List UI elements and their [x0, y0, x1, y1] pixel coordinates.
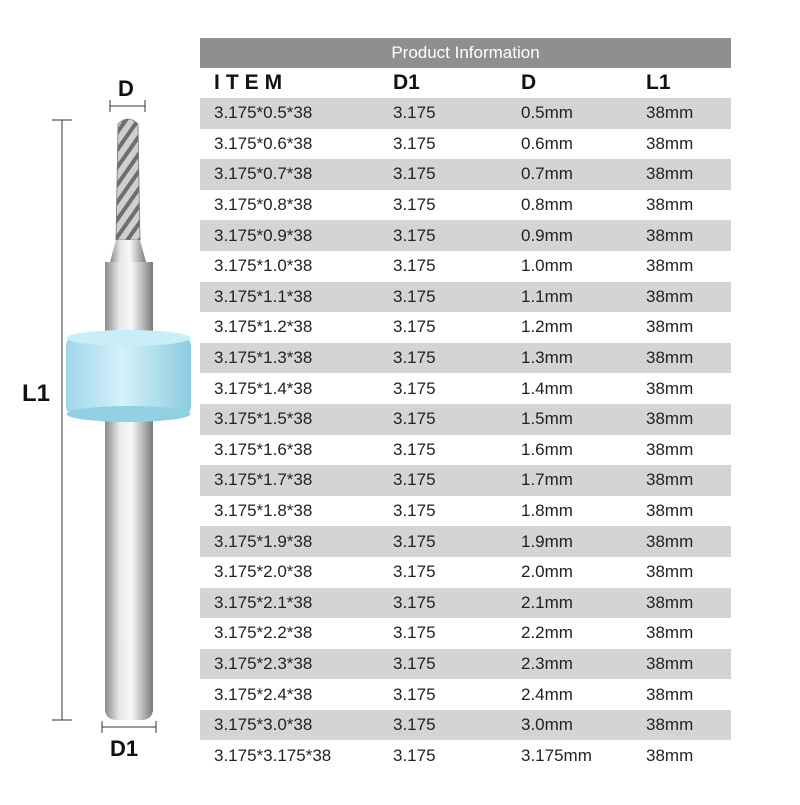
item-cell: 3.175*1.7*38: [214, 470, 313, 490]
d1-cell: 3.175: [393, 531, 436, 551]
d1-cell: 3.175: [393, 164, 436, 184]
l1-cell: 38mm: [646, 623, 694, 643]
item-cell: 3.175*1.6*38: [214, 439, 313, 459]
item-cell: 3.175*2.4*38: [214, 684, 313, 704]
label-d: D: [118, 76, 134, 101]
item-cell: 3.175*2.1*38: [214, 592, 313, 612]
d-cell: 1.9mm: [521, 531, 573, 551]
l1-cell: 38mm: [646, 439, 694, 459]
table-row: [200, 557, 731, 588]
d1-dimension-line: [102, 721, 156, 733]
table-row: [200, 526, 731, 557]
table-row: [200, 465, 731, 496]
item-cell: 3.175*0.8*38: [214, 195, 313, 215]
d-cell: 1.5mm: [521, 409, 573, 429]
item-cell: 3.175*1.2*38: [214, 317, 313, 337]
item-cell: 3.175*2.2*38: [214, 623, 313, 643]
label-d1: D1: [110, 736, 139, 761]
table-header-row: [200, 68, 731, 98]
d1-cell: 3.175: [393, 623, 436, 643]
drill-bit-illustration: [0, 0, 200, 800]
table-row: [200, 710, 731, 741]
d-cell: 0.8mm: [521, 195, 573, 215]
table-body: [200, 98, 731, 771]
item-cell: 3.175*0.6*38: [214, 133, 313, 153]
table-row: [200, 190, 731, 221]
d1-cell: 3.175: [393, 409, 436, 429]
d-cell: 1.7mm: [521, 470, 573, 490]
positioning-ring: [66, 330, 191, 422]
l1-cell: 38mm: [646, 195, 694, 215]
header-d: D: [521, 71, 537, 94]
l1-cell: 38mm: [646, 286, 694, 306]
l1-cell: 38mm: [646, 684, 694, 704]
table-title: Product Information: [200, 38, 731, 68]
d1-cell: 3.175: [393, 653, 436, 673]
item-cell: 3.175*0.9*38: [214, 225, 313, 245]
table-row: [200, 679, 731, 710]
d-cell: 0.9mm: [521, 225, 573, 245]
label-l1: L1: [22, 380, 51, 407]
table-row: [200, 98, 731, 129]
item-cell: 3.175*1.8*38: [214, 501, 313, 521]
l1-cell: 38mm: [646, 378, 694, 398]
l1-cell: 38mm: [646, 317, 694, 337]
table-row: [200, 649, 731, 680]
l1-cell: 38mm: [646, 501, 694, 521]
table-row: [200, 343, 731, 374]
product-information-table: [200, 38, 731, 771]
d-cell: 1.8mm: [521, 501, 573, 521]
header-l1: L1: [646, 71, 671, 94]
item-cell: 3.175*1.3*38: [214, 348, 313, 368]
d-cell: 1.1mm: [521, 286, 573, 306]
l1-cell: 38mm: [646, 256, 694, 276]
d1-cell: 3.175: [393, 348, 436, 368]
item-cell: 3.175*3.175*38: [214, 745, 332, 765]
l1-cell: 38mm: [646, 225, 694, 245]
table-row: [200, 159, 731, 190]
l1-cell: 38mm: [646, 562, 694, 582]
l1-cell: 38mm: [646, 470, 694, 490]
l1-cell: 38mm: [646, 715, 694, 735]
table-row: [200, 312, 731, 343]
header-item: ITEM: [214, 71, 289, 94]
d1-cell: 3.175: [393, 745, 436, 765]
table-row: [200, 373, 731, 404]
l1-cell: 38mm: [646, 531, 694, 551]
table-row: [200, 740, 731, 771]
item-cell: 3.175*0.5*38: [214, 103, 313, 123]
item-cell: 3.175*1.1*38: [214, 286, 313, 306]
d1-cell: 3.175: [393, 684, 436, 704]
d-cell: 1.3mm: [521, 348, 573, 368]
table-row: [200, 618, 731, 649]
drill-flute-tip: [116, 119, 140, 240]
table-row: [200, 404, 731, 435]
item-cell: 3.175*3.0*38: [214, 715, 313, 735]
item-cell: 3.175*0.7*38: [214, 164, 313, 184]
d1-cell: 3.175: [393, 501, 436, 521]
d1-cell: 3.175: [393, 562, 436, 582]
drill-shank: [105, 262, 153, 712]
l1-cell: 38mm: [646, 745, 694, 765]
d-cell: 3.0mm: [521, 715, 573, 735]
item-cell: 3.175*2.0*38: [214, 562, 313, 582]
d-cell: 0.5mm: [521, 103, 573, 123]
item-cell: 3.175*1.9*38: [214, 531, 313, 551]
l1-dimension-line: [52, 120, 72, 720]
table-row: [200, 220, 731, 251]
table-row: [200, 588, 731, 619]
d-cell: 2.2mm: [521, 623, 573, 643]
d1-cell: 3.175: [393, 103, 436, 123]
table-row: [200, 251, 731, 282]
table-row: [200, 496, 731, 527]
d1-cell: 3.175: [393, 715, 436, 735]
item-cell: 3.175*1.5*38: [214, 409, 313, 429]
l1-cell: 38mm: [646, 592, 694, 612]
l1-cell: 38mm: [646, 133, 694, 153]
d1-cell: 3.175: [393, 439, 436, 459]
d-cell: 0.6mm: [521, 133, 573, 153]
d1-cell: 3.175: [393, 592, 436, 612]
table-row: [200, 282, 731, 313]
header-d1: D1: [393, 71, 420, 94]
d1-cell: 3.175: [393, 256, 436, 276]
d1-cell: 3.175: [393, 133, 436, 153]
d1-cell: 3.175: [393, 470, 436, 490]
d-cell: 0.7mm: [521, 164, 573, 184]
d-cell: 1.4mm: [521, 378, 573, 398]
d-cell: 1.2mm: [521, 317, 573, 337]
l1-cell: 38mm: [646, 653, 694, 673]
d1-cell: 3.175: [393, 195, 436, 215]
d1-cell: 3.175: [393, 317, 436, 337]
l1-cell: 38mm: [646, 348, 694, 368]
l1-cell: 38mm: [646, 409, 694, 429]
item-cell: 3.175*2.3*38: [214, 653, 313, 673]
d1-cell: 3.175: [393, 378, 436, 398]
d-cell: 1.6mm: [521, 439, 573, 459]
d-cell: 2.1mm: [521, 592, 573, 612]
d1-cell: 3.175: [393, 286, 436, 306]
item-cell: 3.175*1.4*38: [214, 378, 313, 398]
d-cell: 2.4mm: [521, 684, 573, 704]
l1-cell: 38mm: [646, 103, 694, 123]
d1-cell: 3.175: [393, 225, 436, 245]
table-row: [200, 129, 731, 160]
d-cell: 3.175mm: [521, 745, 592, 765]
d-cell: 1.0mm: [521, 256, 573, 276]
d-cell: 2.3mm: [521, 653, 573, 673]
l1-cell: 38mm: [646, 164, 694, 184]
table-row: [200, 435, 731, 466]
d-cell: 2.0mm: [521, 562, 573, 582]
item-cell: 3.175*1.0*38: [214, 256, 313, 276]
